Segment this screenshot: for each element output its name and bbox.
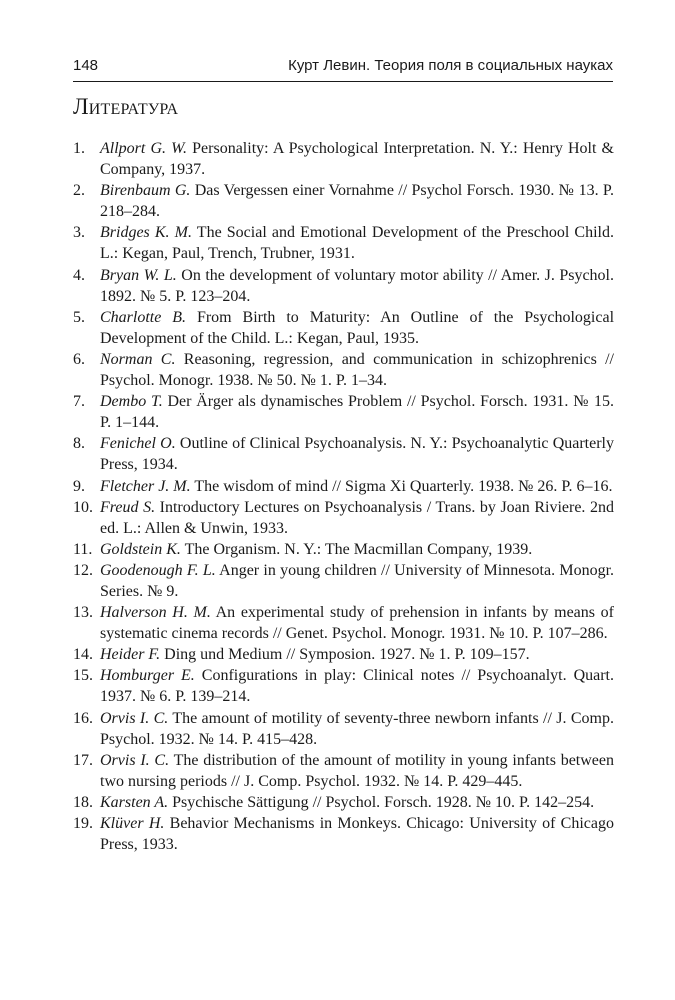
reference-number: 18. xyxy=(73,793,93,811)
reference-author: Orvis I. C. xyxy=(100,709,169,727)
reference-text: Configurations in play: Clinical notes // Psychoanalyt. Quart. 1937. № 6. P. 139–214. xyxy=(100,667,615,706)
reference-text: Reasoning, regression, and communication in schizophrenics // Psychol. Monogr. 1938. № 50. № 1. P. 1–34. xyxy=(100,350,615,390)
reference-text: Psychische Sättigung // Psychol. Forsch. 1928. № 10. P. 142–254. xyxy=(168,793,595,811)
reference-item xyxy=(73,180,614,222)
reference-text: Introductory Lectures on Psychoanalysis / Trans. by Joan Riviere. 2nd ed. L.: Allen & Unwin, 1933. xyxy=(100,498,614,537)
reference-author: Bridges K. M. xyxy=(100,224,192,242)
reference-item xyxy=(73,433,614,475)
reference-list xyxy=(73,138,614,855)
reference-item xyxy=(73,792,614,813)
reference-author: Halverson H. M. xyxy=(100,604,211,622)
running-title: Курт Левин. Теория поля в социальных науках xyxy=(288,57,613,74)
reference-author: Karsten A. xyxy=(100,793,169,811)
reference-author: Birenbaum G. xyxy=(100,182,191,200)
reference-number: 2. xyxy=(73,182,85,200)
reference-number: 11. xyxy=(73,540,93,558)
reference-number: 15. xyxy=(73,667,93,685)
reference-text: The Organism. N. Y.: The Macmillan Company, 1939. xyxy=(180,540,533,558)
reference-author: Freud S. xyxy=(100,498,156,516)
reference-item xyxy=(73,750,614,792)
reference-author: Fenichel O. xyxy=(100,435,176,453)
reference-text: Outline of Clinical Psychoanalysis. N. Y.: Psychoanalytic Quarterly Press, 1934. xyxy=(100,435,614,474)
reference-item xyxy=(73,813,614,855)
reference-item xyxy=(73,560,614,602)
reference-item xyxy=(73,476,614,497)
reference-text: Anger in young children // University of Minnesota. Monogr. Series. № 9. xyxy=(100,561,615,600)
reference-number: 10. xyxy=(73,498,93,516)
reference-author: Heider F. xyxy=(100,646,161,664)
reference-item xyxy=(73,349,614,391)
reference-text: Behavior Mechanisms in Monkeys. Chicago: University of Chicago Press, 1933. xyxy=(100,815,614,854)
reference-item xyxy=(73,497,614,539)
reference-item xyxy=(73,265,614,307)
reference-text: The wisdom of mind // Sigma Xi Quarterly. 1938. № 26. P. 6–16. xyxy=(190,477,613,495)
reference-text: Personality: A Psychological Interpretation. N. Y.: Henry Holt & Company, 1937. xyxy=(100,140,615,179)
reference-author: Charlotte B. xyxy=(100,308,187,326)
reference-item xyxy=(73,222,614,264)
reference-author: Allport G. W. xyxy=(100,140,188,157)
reference-number: 8. xyxy=(73,435,85,453)
reference-text: The Social and Emotional Development of the Preschool Child. L.: Kegan, Paul, Trench, Trubner, 1931. xyxy=(100,224,614,263)
reference-text: Ding und Medium // Symposion. 1927. № 1. P. 109–157. xyxy=(160,646,530,664)
reference-text: The amount of motility of seventy-three newborn infants // J. Comp. Psychol. 1932. № 14. P. 415–428. xyxy=(100,709,614,748)
reference-item xyxy=(73,602,614,644)
reference-number: 17. xyxy=(73,751,93,769)
reference-item xyxy=(73,539,614,560)
reference-number: 5. xyxy=(73,308,85,326)
reference-item xyxy=(73,708,614,750)
reference-author: Norman C. xyxy=(100,350,176,368)
reference-number: 12. xyxy=(73,561,93,579)
running-header xyxy=(73,55,613,82)
reference-item xyxy=(73,138,614,180)
reference-number: 3. xyxy=(73,224,85,242)
reference-author: Goodenough F. L. xyxy=(100,561,216,579)
reference-author: Klüver H. xyxy=(100,815,165,832)
reference-item xyxy=(73,307,614,349)
reference-text: An experimental study of prehension in infants by means of systematic cinema records // Genet. Psychol. Monogr. 1931. № 10. P. 107–286. xyxy=(100,604,614,643)
reference-text: Das Vergessen einer Vornahme // Psychol Forsch. 1930. № 13. P. 218–284. xyxy=(100,182,615,221)
reference-item xyxy=(73,644,614,665)
reference-number: 9. xyxy=(73,477,85,495)
reference-text: From Birth to Maturity: An Outline of the Psychological Development of the Child. L.: Kegan, Paul, 1935. xyxy=(100,308,615,347)
reference-text: The distribution of the amount of motility in young infants between two nursing periods // J. Comp. Psychol. 1932. № 14. P. 429–445. xyxy=(100,751,615,790)
page-number: 148 xyxy=(73,57,99,74)
reference-author: Goldstein K. xyxy=(100,540,181,558)
reference-author: Bryan W. L. xyxy=(100,266,177,284)
reference-number: 1. xyxy=(73,140,85,157)
reference-number: 19. xyxy=(73,815,93,832)
reference-number: 13. xyxy=(73,604,93,622)
reference-number: 6. xyxy=(73,350,85,368)
reference-number: 4. xyxy=(73,266,85,284)
reference-text: On the development of voluntary motor ability // Amer. J. Psychol. 1892. № 5. P. 123–204. xyxy=(100,266,614,305)
reference-author: Fletcher J. M. xyxy=(100,477,191,495)
reference-number: 16. xyxy=(73,709,93,727)
reference-author: Homburger E. xyxy=(100,667,195,685)
reference-author: Dembo T. xyxy=(100,393,163,411)
section-title: Литература xyxy=(73,94,179,119)
reference-author: Orvis I. C. xyxy=(100,751,170,769)
reference-number: 7. xyxy=(73,393,85,411)
reference-item xyxy=(73,665,614,707)
reference-text: Der Ärger als dynamisches Problem // Psychol. Forsch. 1931. № 15. P. 1–144. xyxy=(100,393,615,432)
reference-number: 14. xyxy=(73,646,93,664)
reference-item xyxy=(73,391,614,433)
